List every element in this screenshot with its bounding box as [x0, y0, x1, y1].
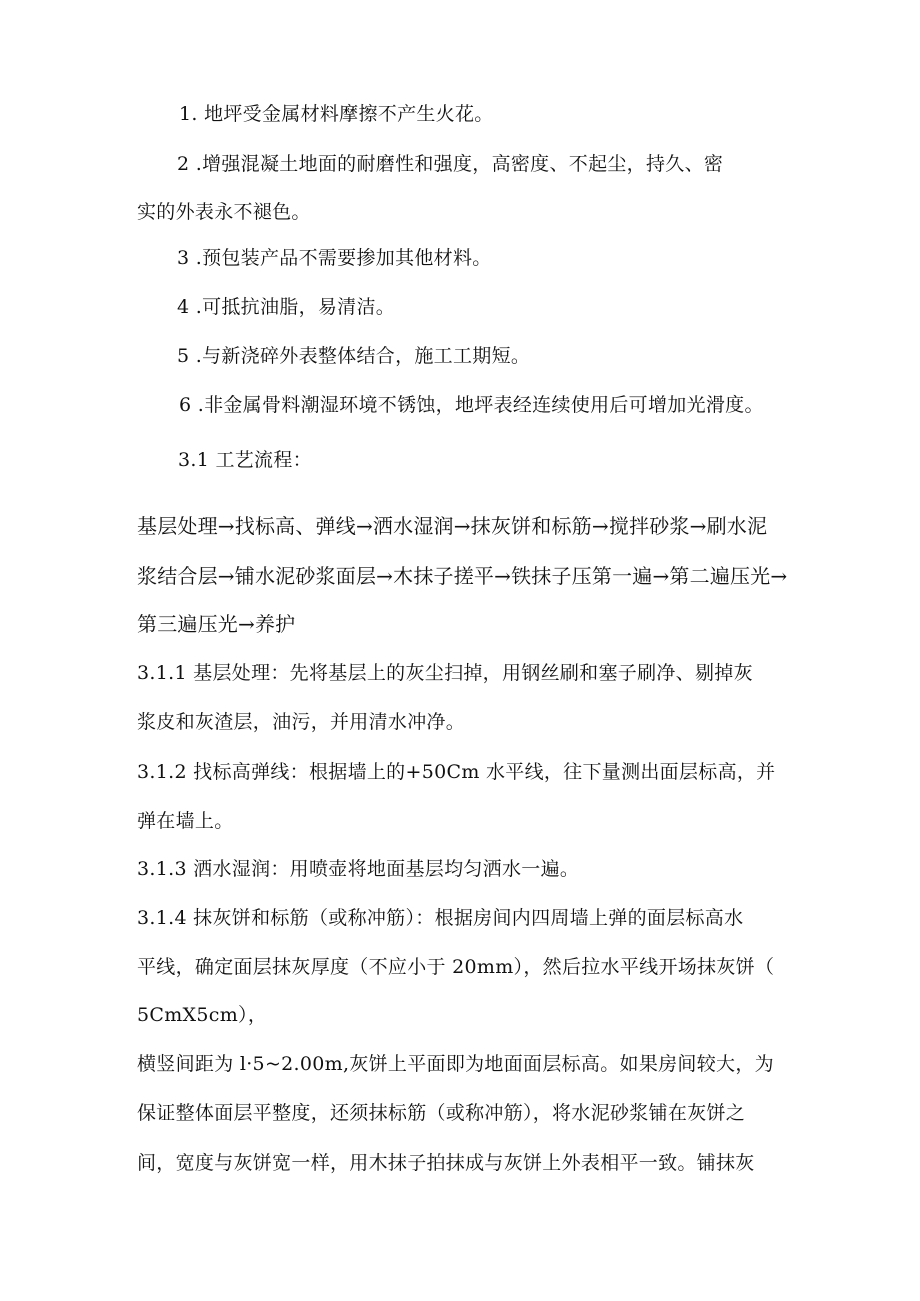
feature-item-1: 1. 地坪受金属材料摩擦不产生火花。 — [179, 103, 494, 125]
step-3-1-2-line-2: 弹在墙上。 — [137, 810, 234, 832]
process-flow-line-3: 第三遍压光→养护 — [137, 612, 296, 636]
feature-item-2-line-1: 2 .增强混凝土地面的耐磨性和强度，高密度、不起尘，持久、密 — [177, 153, 724, 175]
step-3-1-4-line-4: 横竖间距为 l·5~2.00m,灰饼上平面即为地面面层标高。如果房间较大，为 — [137, 1053, 774, 1075]
process-flow-line-2: 浆结合层→铺水泥砂浆面层→木抹子搓平→铁抹子压第一遍→第二遍压光→ — [137, 564, 788, 588]
feature-item-5: 5 .与新浇碎外表整体结合，施工工期短。 — [177, 345, 531, 367]
section-heading: 3.1 工艺流程： — [178, 449, 312, 471]
step-3-1-4-line-3: 5CmX5cm）， — [137, 1004, 268, 1026]
feature-item-6: 6 .非金属骨料潮湿环境不锈蚀，地坪表经连续使用后可增加光滑度。 — [179, 394, 764, 416]
step-3-1-4-line-5: 保证整体面层平整度，还须抹标筋（或称冲筋），将水泥砂浆铺在灰饼之 — [137, 1102, 746, 1124]
step-3-1-4-line-2: 平线，确定面层抹灰厚度（不应小于 20mm），然后拉水平线开场抹灰饼（ — [137, 956, 775, 978]
step-3-1-4-line-1: 3.1.4 抹灰饼和标筋（或称冲筋）：根据房间内四周墙上弹的面层标高水 — [137, 907, 744, 929]
step-3-1-4-line-6: 间，宽度与灰饼宽一样，用木抹子拍抹成与灰饼上外表相平一致。铺抹灰 — [137, 1152, 755, 1174]
step-3-1-1-line-2: 浆皮和灰渣层，油污，并用清水冲净。 — [137, 711, 466, 733]
feature-item-2-line-2: 实的外表永不褪色。 — [137, 201, 311, 223]
step-3-1-2-line-1: 3.1.2 找标高弹线：根据墙上的+50Cm 水平线，往下量测出面层标高，并 — [137, 761, 776, 783]
feature-item-4: 4 .可抵抗油脂，易清洁。 — [177, 296, 396, 318]
step-3-1-3-line-1: 3.1.3 洒水湿润：用喷壶将地面基层均匀洒水一遍。 — [137, 858, 580, 880]
feature-item-3: 3 .预包装产品不需要掺加其他材料。 — [177, 247, 492, 269]
process-flow-line-1: 基层处理→找标高、弹线→洒水湿润→抹灰饼和标筋→搅拌砂浆→刷水泥 — [137, 514, 768, 538]
step-3-1-1-line-1: 3.1.1 基层处理：先将基层上的灰尘扫掉，用钢丝刷和塞子刷净、剔掉灰 — [137, 662, 753, 684]
